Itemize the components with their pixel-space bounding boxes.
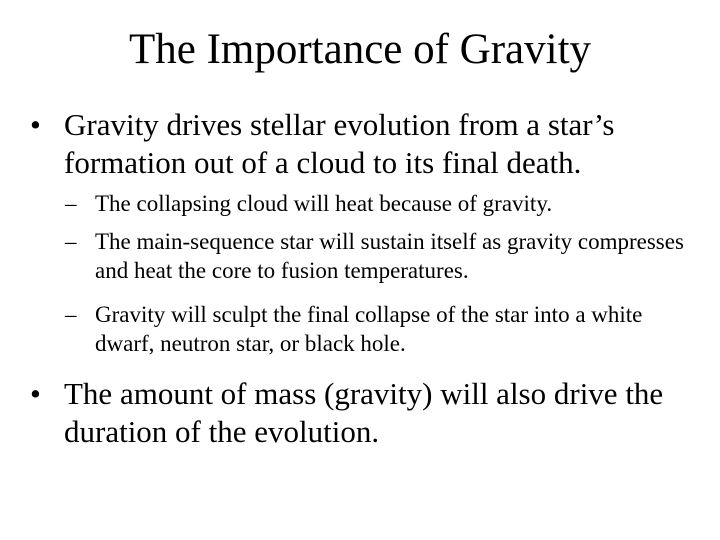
sub-bullet-item (65, 300, 695, 358)
sub-bullet-text: The collapsing cloud will heat because of gravity. (95, 191, 553, 216)
bullet-marker: • (30, 376, 41, 411)
sub-bullet-marker: – (65, 302, 77, 327)
bullet-text: Gravity drives stellar evolution from a star’s formation out of a cloud to its final death. (64, 107, 615, 180)
slide-title: The Importance of Gravity (128, 26, 592, 73)
sub-bullet-item (65, 189, 695, 218)
bullet-marker: • (30, 107, 41, 142)
bullet-item (30, 375, 702, 451)
sub-bullet-marker: – (65, 191, 77, 216)
sub-bullet-item (65, 227, 695, 285)
sub-bullet-text: The main-sequence star will sustain itself as gravity compresses and heat the core to fusion temperatures. (95, 229, 684, 283)
sub-bullet-marker: – (65, 229, 77, 254)
bullet-item (30, 106, 702, 182)
sub-bullet-text: Gravity will sculpt the final collapse of the star into a white dwarf, neutron star, or black hole. (95, 302, 643, 356)
bullet-text: The amount of mass (gravity) will also drive the duration of the evolution. (64, 376, 664, 449)
